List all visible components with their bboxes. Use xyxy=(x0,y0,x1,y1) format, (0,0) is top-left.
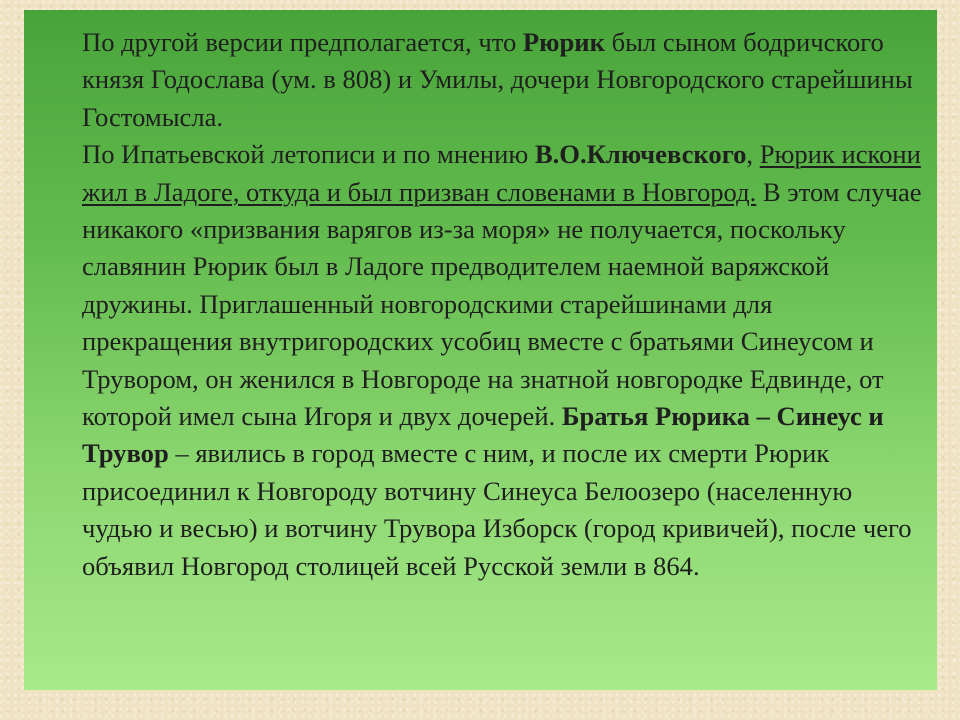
slide-text-block xyxy=(82,24,922,585)
text-segment: был сыном бодричского князя Годослава (ум. в 808) и Умилы, дочери Новгородского старейшины Гостомысла. xyxy=(82,27,913,132)
rurik-bold-name: Рюрик xyxy=(522,27,605,57)
brothers-bold-phrase: Братья Рюрика – Синеус и Трувор xyxy=(82,401,884,469)
text-segment: По Ипатьевской летописи и по мнению xyxy=(82,139,535,170)
text-segment: – явились в город вместе с ним, и после их смерти Рюрик присоединил к Новгороду вотчину Синеуса Белоозеро (населенную чудью и весью) и вотчину Трувора Изборск (город кривичей), после чего объявил Новгород столицей всей Русской земли в 864. xyxy=(82,438,912,581)
text-segment: В этом случае никакого «призвания варягов из-за моря» не получается, поскольку славянин Рюрик был в Ладоге предводителем наемной варяжской дружины. Приглашенный новгородскими старейшинами для прекращения внутригородских усобиц вместе с братьями Синеусом и Трувором, он женился в Новгороде на знатной новгородке Едвинде, от которой имел сына Игоря и двух дочерей. xyxy=(82,176,922,432)
paragraph-ipatiev-chronicle xyxy=(82,136,922,585)
underlined-ladoga-statement: Рюрик искони жил в Ладоге, откуда и был призван словенами в Новгород. xyxy=(82,139,921,207)
klyuchevsky-bold-name: В.О.Ключевского xyxy=(534,139,747,170)
paragraph-rurik-origin xyxy=(82,24,922,136)
text-segment: , xyxy=(746,139,760,170)
text-segment: По другой версии предполагается, что xyxy=(82,27,523,57)
